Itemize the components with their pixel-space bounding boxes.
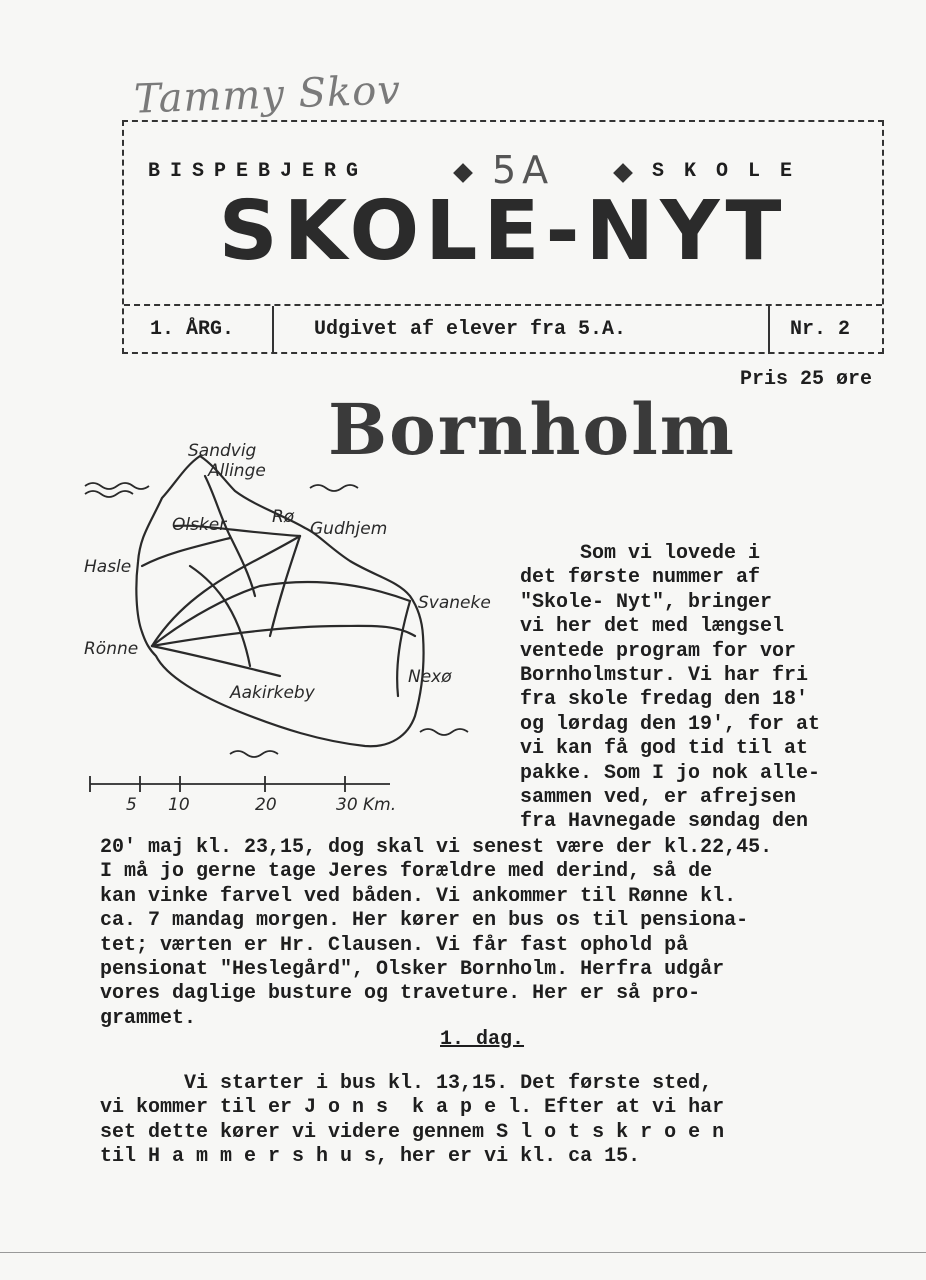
bar-divider [272, 306, 274, 354]
article-lead-paragraph [520, 542, 920, 835]
page-bottom-rule [0, 1252, 926, 1253]
text-line: Bornholmstur. Vi har fri [520, 664, 809, 688]
masthead [122, 120, 884, 354]
road [142, 538, 230, 566]
price-label: Pris 25 øre [740, 368, 873, 391]
text-line: I må jo gerne tage Jeres forældre med derind, så de [100, 860, 713, 884]
sea-wave [420, 729, 468, 735]
text-line: til H a m m e r s h u s, her er vi kl. ca 15. [100, 1145, 641, 1169]
day-one-paragraph [100, 1072, 900, 1170]
text-line: vi kommer til er J o n s k a p e l. Efter at vi har [100, 1096, 725, 1120]
bar-divider [768, 306, 770, 354]
map-label-allinge: Allinge [208, 461, 266, 481]
map-label-ro: Rø [272, 507, 295, 527]
map-label-hasle: Hasle [84, 557, 132, 577]
bornholm-map [80, 436, 520, 836]
text-line: fra skole fredag den 18' [520, 688, 809, 712]
class-mark: 5A [492, 148, 555, 192]
text-line: vi kan få god tid til at [520, 737, 809, 761]
map-label-gudhjem: Gudhjem [310, 519, 388, 539]
map-drawing [80, 436, 520, 836]
road [152, 646, 280, 676]
article-headline: Bornholm [328, 388, 736, 471]
text-line: pensionat "Heslegård", Olsker Bornholm. Herfra udgår [100, 958, 725, 982]
issue-number: Nr. 2 [790, 318, 851, 341]
text-line: 20' maj kl. 23,15, dog skal vi senest være der kl.22,45. [100, 836, 773, 859]
sea-wave [85, 483, 149, 489]
scale-label: 30 Km. [336, 795, 397, 815]
text-line: set dette kører vi videre gennem S l o t s k r o e n [100, 1120, 725, 1144]
road [152, 626, 415, 646]
text-line: grammet. [100, 1006, 197, 1030]
diamond-ornament-icon [613, 163, 633, 183]
map-label-aakirkeby: Aakirkeby [230, 683, 315, 703]
masthead-info-bar [124, 304, 882, 354]
road [152, 582, 410, 646]
handwritten-signature: Tammy Skov [133, 67, 402, 123]
sea-wave [85, 491, 133, 497]
school-name-left: BISPEBJERG [148, 160, 369, 183]
text-line: kan vinke farvel ved båden. Vi ankommer til Rønne kl. [100, 884, 737, 908]
sea-wave [230, 751, 278, 757]
road [230, 536, 255, 596]
sea-wave [310, 485, 358, 491]
scale-label: 20 [255, 795, 277, 815]
map-label-olsker: Olsker [172, 515, 227, 535]
scale-label: 10 [168, 795, 190, 815]
text-line: vores daglige busture og traveture. Her er så pro- [100, 982, 701, 1006]
scale-label: 5 [126, 795, 137, 815]
text-line: Som vi lovede i [520, 542, 761, 565]
map-label-nexo: Nexø [408, 667, 452, 687]
text-line: ca. 7 mandag morgen. Her kører en bus os til pensiona- [100, 909, 749, 933]
map-label-ronne: Rönne [84, 639, 139, 659]
school-name-right: SKOLE [652, 160, 813, 183]
publisher-label: Udgivet af elever fra 5.A. [314, 318, 627, 341]
article-continued-paragraph [100, 836, 926, 1031]
text-line: og lørdag den 19', for at [520, 712, 821, 736]
day-one-heading: 1. dag. [440, 1028, 525, 1051]
text-line: ventede program for vor [520, 639, 797, 663]
text-line: tet; værten er Hr. Clausen. Vi får fast ophold på [100, 933, 689, 957]
text-line: pakke. Som I jo nok alle- [520, 761, 821, 785]
map-label-sandvig: Sandvig [188, 441, 257, 461]
school-name-line [148, 148, 864, 192]
diamond-ornament-icon [453, 163, 473, 183]
newsletter-title: SKOLE-NYT [218, 184, 788, 279]
text-line: sammen ved, er afrejsen [520, 786, 797, 810]
text-line: det første nummer af [520, 566, 761, 590]
text-line: "Skole- Nyt", bringer [520, 590, 773, 614]
text-line: Vi starter i bus kl. 13,15. Det første sted, [100, 1072, 713, 1095]
text-line: vi her det med længsel [520, 615, 785, 639]
map-label-svaneke: Svaneke [418, 593, 491, 613]
volume-label: 1. ÅRG. [150, 318, 235, 341]
text-line: fra Havnegade søndag den [520, 810, 809, 834]
